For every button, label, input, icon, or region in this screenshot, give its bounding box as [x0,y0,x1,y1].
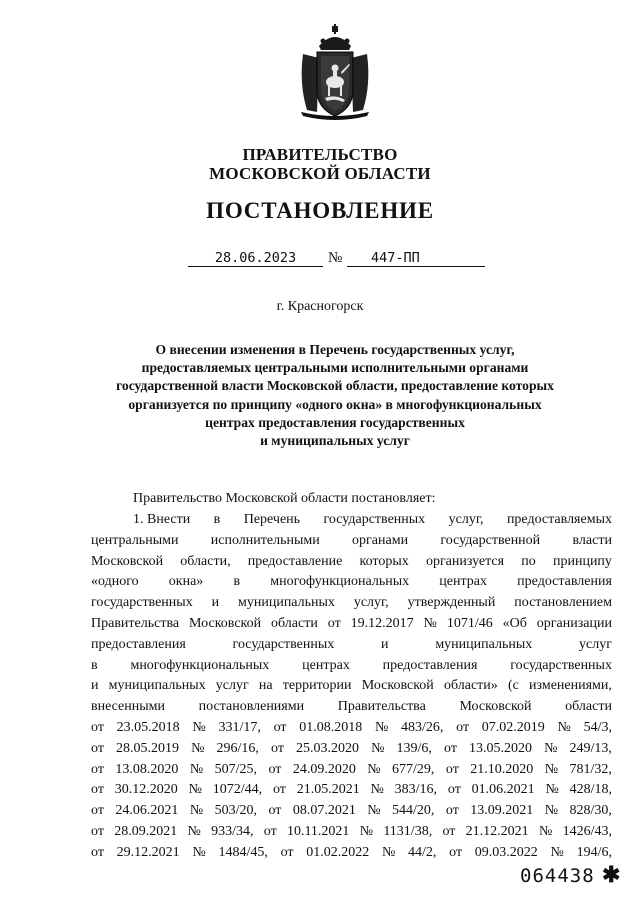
body-word: № [192,719,206,735]
body-word: «Об [502,615,527,631]
body-word: постановлениями [198,699,305,715]
number-sign: № [328,250,343,266]
body-word: 139/6, [396,740,432,756]
body-word: территории [282,678,352,694]
body-word: № [538,823,553,839]
body-word: № [367,761,381,777]
body-word: центрах [439,574,487,590]
body-word: № [187,823,201,839]
body-word: и [211,595,220,611]
body-word: № [381,844,396,860]
title-line: и муниципальных услуг [260,433,410,449]
body-word: № [370,782,384,798]
body-word: № [367,803,381,819]
body-word: услуг [579,636,612,652]
body-word: которых [359,553,409,569]
body-word: муниципальных [435,636,533,652]
title-line: центрах предоставления государственных [205,414,465,430]
body-line [91,780,612,801]
body-word: № [189,803,204,819]
body-word: от [273,719,287,735]
body-word: № [545,782,559,798]
body-word: от [445,761,459,777]
body-line [91,760,612,781]
body-line [91,739,612,760]
body-word: (с [507,678,519,694]
body-word: 25.03.2020 [296,740,360,756]
body-word: на [258,678,273,694]
body-word: 29.12.2021 [116,844,180,860]
body-word: от [272,782,286,798]
body-line [91,656,612,677]
body-word: Правительства [337,699,426,715]
body-word: от [444,740,457,756]
decree-title [80,341,590,450]
body-line [91,572,612,593]
body-word: по [521,553,536,569]
body-word: от [327,615,341,631]
body-line [91,697,612,718]
body-word: области [565,699,612,715]
document-type-title: ПОСТАНОВЛЕНИЕ [206,198,434,223]
body-word: от [456,719,470,735]
coat-of-arms-emblem [297,24,373,120]
body-word: № [359,823,374,839]
body-line [91,510,612,531]
body-word: центрах [302,657,350,673]
body-line [91,843,612,864]
body-word: муниципальных [237,595,335,611]
body-word: 24.06.2021 [115,803,179,819]
body-word: Правительства [91,615,180,631]
body-word: исполнительными [210,532,320,548]
body-word: предоставления [91,636,186,652]
body-line [91,635,612,656]
body-word: 30.12.2020 [114,782,178,798]
body-word: и [381,636,389,652]
body-line [91,822,612,843]
body-word: 13.08.2020 [115,761,179,777]
body-word: 428/18, [569,782,612,798]
body-word: области, [180,553,231,569]
body-word: от [449,844,463,860]
body-word: № [371,740,385,756]
government-name-line2: МОСКОВСКОЙ ОБЛАСТИ [209,164,431,183]
body-word: в [213,512,221,527]
body-line [91,614,612,635]
body-word: 13.05.2020 [469,740,533,756]
title-line: государственной власти Московской области, предоставление которых [116,378,554,394]
body-word: и [91,678,99,694]
body-word: от [447,782,461,798]
body-word: 19.12.2017 [350,615,414,631]
body-word: 21.10.2020 [470,761,534,777]
body-word: государственных [232,636,335,652]
body-word: № [191,740,205,756]
body-word: многофункциональных [270,574,410,590]
decree-date: 28.06.2023 [188,250,323,267]
body-word: власти [572,532,612,548]
body-word: муниципальных [108,678,206,694]
body-word: 249/13, [569,740,612,756]
body-word: № [192,844,206,860]
body-word: области» [443,678,498,694]
body-word: от [91,823,104,839]
body-word: 503/20, [214,803,257,819]
body-word: внесенными [91,699,166,715]
body-word: от [280,844,294,860]
body-word: от [263,823,277,839]
body-word: 24.09.2020 [292,761,356,777]
body-word: 544/20, [392,803,435,819]
body-word: органами [352,532,409,548]
body-word: № [544,761,559,777]
body-word: Московской [189,615,262,631]
body-word: № [550,844,564,860]
body-word: 08.07.2021 [292,803,356,819]
body-word: № [544,803,559,819]
body-word: 10.11.2021 [286,823,350,839]
body-word: постановлением [514,595,612,611]
body-word: 781/32, [569,761,612,777]
body-word: 296/16, [216,740,259,756]
body-word: № [374,719,389,735]
body-word: 1071/46 [446,615,493,631]
decree-number: 447-ПП [347,250,485,267]
body-word: 13.09.2021 [470,803,534,819]
body-word: окна» [168,574,204,590]
body-word: от [91,782,104,798]
body-word: центральными [91,532,179,548]
body-word: 1426/43, [562,823,612,839]
government-name-line1: ПРАВИТЕЛЬСТВО [242,145,398,164]
body-word: 01.02.2022 [306,844,370,860]
body-line [91,552,612,573]
body-word: 677/29, [392,761,435,777]
body-word: Московской [459,699,532,715]
body-word: 21.12.2021 [465,823,529,839]
body-word: от [91,740,104,756]
body-word: 28.09.2021 [114,823,178,839]
body-word: Московской [361,678,434,694]
body-word: 1. Внести [133,512,191,527]
body-word: № [423,615,437,631]
body-word: предоставления [517,574,612,590]
asterisk-mark: ✱ [602,862,621,887]
body-word: предоставляемых [506,512,612,527]
body-word: области [271,615,318,631]
body-word: государственных [323,512,426,527]
body-word: предоставление [247,553,343,569]
body-word: Перечень [243,512,301,527]
body-word: услуг [215,678,249,694]
title-line: О внесении изменения в Перечень государственных услуг, [155,342,515,357]
body-line [91,718,612,739]
body-word: 331/17, [218,719,261,735]
body-word: от [91,719,104,735]
serial-number: 064438 [520,865,595,887]
body-word: 23.05.2018 [116,719,180,735]
body-word: 1072/44, [212,782,263,798]
body-word: от [445,803,459,819]
body-word: принципу [552,553,612,569]
body-word: 01.08.2018 [299,719,363,735]
body-word: 1484/45, [218,844,268,860]
body-word: государственной [440,532,541,548]
body-word: от [268,803,282,819]
body-word: организации [536,615,612,631]
body-word: от [91,844,104,860]
body-word: 28.05.2019 [116,740,180,756]
body-word: «одного [91,574,139,590]
body-word: услуг, [353,595,389,611]
body-word: № [544,740,558,756]
body-word: 483/26, [401,719,444,735]
body-word: Московской [91,553,164,569]
body-word: № [557,719,571,735]
body-word: от [268,761,282,777]
body-line [91,531,612,552]
body-word: от [442,823,456,839]
body-word: 507/25, [214,761,257,777]
body-word: от [91,761,104,777]
body-word: услуг, [448,512,484,527]
body-word: 933/34, [211,823,254,839]
body-word: 01.06.2021 [471,782,535,798]
body-word: от [271,740,284,756]
city-line: г. Красногорск [276,299,364,314]
body-word: предоставления [382,657,478,673]
body-word: № [189,761,204,777]
body-word: в [91,657,98,673]
body-word: № [188,782,202,798]
body-word: утвержденный [407,595,496,611]
body-word: государственных [91,595,193,611]
body-word: организуется [425,553,505,569]
body-word: 828/30, [569,803,612,819]
body-word: 383/16, [394,782,438,798]
body-line [91,801,612,822]
body-word: 07.02.2019 [481,719,545,735]
body-word: многофункциональных [130,657,270,673]
body-line [91,676,612,697]
body-word: 194/6, [576,844,612,860]
body-word: изменениями, [529,678,612,694]
body-line [91,593,612,614]
body-word: 09.03.2022 [474,844,538,860]
date-number-line [0,250,640,270]
body-word: 1131/38, [383,823,433,839]
title-line: предоставляемых центральными исполнительными органами [141,360,529,376]
body-text [91,510,612,864]
body-word: в [233,574,241,590]
body-word: 54/3, [583,719,612,735]
body-word: 44/2, [408,844,437,860]
body-word: государственных [510,657,612,673]
intro-paragraph: Правительство Московской области постановляет: [133,491,436,506]
body-word: от [91,803,104,819]
body-word: 21.05.2021 [296,782,360,798]
title-line: организуется по принципу «одного окна» в многофункциональных [128,396,542,412]
